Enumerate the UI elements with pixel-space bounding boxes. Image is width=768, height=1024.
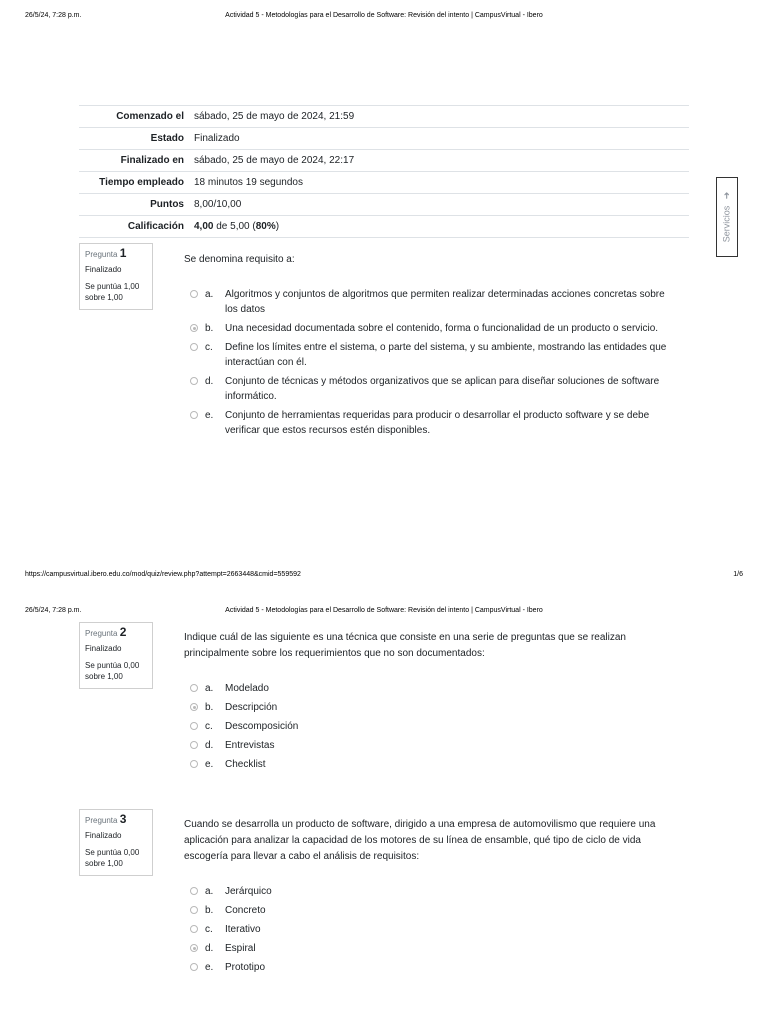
answer-letter: c. — [205, 721, 213, 732]
radio-icon[interactable] — [190, 925, 198, 933]
radio-icon[interactable] — [190, 906, 198, 914]
answer-text: Jerárquico — [225, 886, 272, 897]
answer-list — [190, 287, 680, 442]
question-info — [79, 809, 153, 876]
summary-value: 8,00/10,00 — [194, 199, 242, 210]
answer-option[interactable] — [190, 374, 680, 404]
summary-row — [79, 172, 689, 194]
radio-icon[interactable] — [190, 887, 198, 895]
radio-icon[interactable] — [190, 324, 198, 332]
radio-icon[interactable] — [190, 703, 198, 711]
summary-value — [189, 216, 689, 238]
summary-label: Calificación — [127, 221, 184, 232]
question-state: Finalizado — [85, 831, 122, 840]
answer-text: Conjunto de técnicas y métodos organizativos que se aplican para diseñar soluciones de software informático. — [225, 376, 660, 402]
answer-option[interactable] — [190, 903, 680, 918]
answer-letter: b. — [205, 323, 214, 334]
summary-label: Comenzado el — [116, 111, 184, 122]
radio-icon[interactable] — [190, 944, 198, 952]
summary-label: Estado — [150, 133, 184, 144]
radio-icon[interactable] — [190, 684, 198, 692]
answer-text: Prototipo — [225, 962, 266, 973]
answer-option[interactable] — [190, 922, 680, 937]
attempt-summary-table — [79, 105, 689, 238]
answer-letter: e. — [205, 962, 214, 973]
question-state: Finalizado — [85, 644, 122, 653]
question-number-value: 2 — [119, 625, 127, 639]
radio-icon[interactable] — [190, 411, 198, 419]
summary-row — [79, 128, 689, 150]
answer-text: Descomposición — [225, 721, 299, 732]
answer-option[interactable] — [190, 738, 680, 753]
summary-row — [79, 150, 689, 172]
question-number-value: 1 — [119, 246, 127, 260]
print-title: Actividad 5 - Metodologías para el Desarrollo de Software: Revisión del intento | CampusVirtual - Ibero — [225, 12, 543, 19]
radio-icon[interactable] — [190, 377, 198, 385]
question-info — [79, 622, 153, 689]
question-label: Pregunta — [85, 250, 118, 259]
answer-text: Una necesidad documentada sobre el contenido, forma o funcionalidad de un producto o servicio. — [225, 323, 659, 334]
services-label-wrap — [722, 192, 733, 243]
answer-letter: a. — [205, 289, 214, 300]
print-url: https://campusvirtual.ibero.edu.co/mod/quiz/review.php?attempt=2663448&cmid=559592 — [25, 571, 301, 578]
grade-close: ) — [275, 221, 280, 232]
answer-text: Conjunto de herramientas requeridas para producir o desarrollar el producto software y se debe verificar que estos recursos estén disponibles. — [225, 410, 650, 436]
answer-letter: b. — [205, 702, 214, 713]
answer-letter: b. — [205, 905, 214, 916]
question-label: Pregunta — [85, 629, 118, 638]
answer-text: Algoritmos y conjuntos de algoritmos que permiten realizar determinadas acciones concretas sobre los datos — [225, 289, 665, 315]
summary-label: Finalizado en — [120, 155, 184, 166]
summary-value: sábado, 25 de mayo de 2024, 22:17 — [194, 155, 355, 166]
answer-option[interactable] — [190, 700, 680, 715]
answer-option[interactable] — [190, 960, 680, 975]
answer-letter: c. — [205, 342, 213, 353]
answer-letter: d. — [205, 740, 214, 751]
answer-text: Modelado — [225, 683, 269, 694]
radio-icon[interactable] — [190, 760, 198, 768]
arrow-right-icon: ➜ — [721, 191, 732, 200]
services-drawer-button[interactable] — [716, 177, 738, 257]
question-info — [79, 243, 153, 310]
answer-letter: e. — [205, 410, 214, 421]
radio-icon[interactable] — [190, 741, 198, 749]
answer-option[interactable] — [190, 287, 680, 317]
answer-letter: d. — [205, 376, 214, 387]
question-number — [85, 248, 147, 260]
answer-option[interactable] — [190, 884, 680, 899]
answer-option[interactable] — [190, 681, 680, 696]
answer-text: Concreto — [225, 905, 266, 916]
answer-text: Descripción — [225, 702, 278, 713]
answer-letter: a. — [205, 886, 214, 897]
summary-value: 18 minutos 19 segundos — [194, 177, 303, 188]
print-title: Actividad 5 - Metodologías para el Desarrollo de Software: Revisión del intento | CampusVirtual - Ibero — [225, 607, 543, 614]
grade-of: de 5,00 ( — [213, 221, 256, 232]
question-number — [85, 627, 147, 639]
grade-points: 4,00 — [194, 221, 214, 232]
print-datetime: 26/5/24, 7:28 p.m. — [25, 607, 82, 614]
summary-row — [79, 216, 689, 238]
question-label: Pregunta — [85, 816, 118, 825]
answer-text: Entrevistas — [225, 740, 275, 751]
summary-row — [79, 194, 689, 216]
answer-option[interactable] — [190, 321, 680, 336]
question-text: Se denomina requisito a: — [184, 254, 295, 265]
radio-icon[interactable] — [190, 722, 198, 730]
grade-percent: 80% — [255, 221, 276, 232]
answer-text: Iterativo — [225, 924, 261, 935]
answer-option[interactable] — [190, 719, 680, 734]
summary-label: Puntos — [150, 199, 184, 210]
summary-label: Tiempo empleado — [99, 177, 184, 188]
answer-list — [190, 681, 680, 776]
radio-icon[interactable] — [190, 343, 198, 351]
summary-value: sábado, 25 de mayo de 2024, 21:59 — [194, 111, 355, 122]
question-text: Cuando se desarrolla un producto de software, dirigido a una empresa de automovilismo que requiere una aplicación para analizar la capacidad de los motores de su línea de ensamble, qué tipo de ciclo de vida escogería para llevar a cabo el análisis de requisitos: — [184, 819, 656, 862]
answer-text: Espiral — [225, 943, 256, 954]
question-state: Finalizado — [85, 265, 122, 274]
radio-icon[interactable] — [190, 290, 198, 298]
answer-text: Checklist — [225, 759, 266, 770]
print-datetime: 26/5/24, 7:28 p.m. — [25, 12, 82, 19]
services-label: Servicios — [721, 205, 732, 243]
radio-icon[interactable] — [190, 963, 198, 971]
question-grade: Se puntúa 1,00 sobre 1,00 — [85, 282, 140, 302]
answer-option[interactable] — [190, 340, 680, 370]
summary-row — [79, 106, 689, 128]
summary-value: Finalizado — [194, 133, 240, 144]
answer-option[interactable] — [190, 941, 680, 956]
answer-option[interactable] — [190, 408, 680, 438]
answer-letter: c. — [205, 924, 213, 935]
answer-list — [190, 884, 680, 979]
answer-letter: d. — [205, 943, 214, 954]
answer-letter: a. — [205, 683, 214, 694]
answer-letter: e. — [205, 759, 214, 770]
question-number — [85, 814, 147, 826]
answer-option[interactable] — [190, 757, 680, 772]
question-number-value: 3 — [119, 812, 127, 826]
answer-text: Define los límites entre el sistema, o parte del sistema, y su ambiente, mostrando las entidades que interactúan con él. — [225, 342, 667, 368]
question-text: Indique cuál de las siguiente es una técnica que consiste en una serie de preguntas que se realizan principalmente sobre los requerimientos que no son documentados: — [184, 632, 626, 659]
print-page-number: 1/6 — [733, 571, 743, 578]
question-grade: Se puntúa 0,00 sobre 1,00 — [85, 661, 140, 681]
question-grade: Se puntúa 0,00 sobre 1,00 — [85, 848, 140, 868]
